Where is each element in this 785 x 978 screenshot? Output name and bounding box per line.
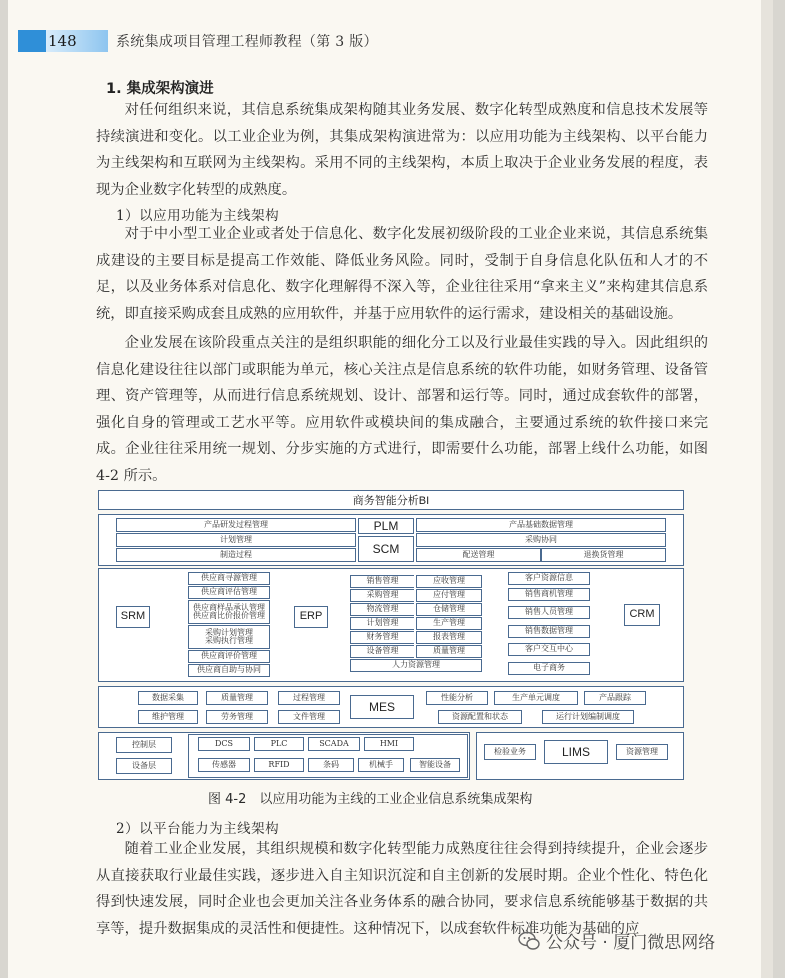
diagram-box: 数据采集 bbox=[138, 691, 198, 705]
diagram-box: 产品研发过程管理 bbox=[116, 518, 356, 532]
page-number: 148 bbox=[46, 30, 108, 52]
subsection-title-2: 2）以平台能力为主线架构 bbox=[116, 821, 280, 837]
architecture-diagram bbox=[96, 488, 686, 784]
erp-box: ERP bbox=[294, 606, 328, 628]
diagram-box: RFID bbox=[254, 758, 304, 772]
crm-box: CRM bbox=[624, 604, 660, 626]
book-page bbox=[8, 0, 773, 978]
bi-layer: 商务智能分析BI bbox=[98, 490, 684, 510]
section-title: 1. 集成架构演进 bbox=[106, 81, 214, 97]
diagram-box: 机械手 bbox=[358, 758, 404, 772]
diagram-box: 客户资源信息 bbox=[508, 572, 590, 585]
diagram-box: 计划管理 bbox=[350, 617, 414, 630]
diagram-box: 性能分析 bbox=[426, 691, 488, 705]
diagram-box: 产品跟踪 bbox=[584, 691, 646, 705]
running-header-title: 系统集成项目管理工程师教程（第 3 版） bbox=[116, 34, 378, 50]
diagram-box: 设备层 bbox=[116, 758, 172, 774]
diagram-box: 产品基础数据管理 bbox=[416, 518, 666, 532]
diagram-box: 供应商评价管理 bbox=[188, 650, 270, 663]
diagram-box: 计划管理 bbox=[116, 533, 356, 547]
diagram-box: 供应商评估管理 bbox=[188, 586, 270, 599]
diagram-box: 文件管理 bbox=[278, 710, 340, 724]
diagram-box: 过程管理 bbox=[278, 691, 340, 705]
diagram-box: 劳务管理 bbox=[206, 710, 268, 724]
intro-text bbox=[96, 97, 708, 203]
diagram-box: 电子商务 bbox=[508, 662, 590, 675]
watermark bbox=[518, 928, 715, 953]
diagram-box: 采购协同 bbox=[416, 533, 666, 547]
diagram-box: 客户交互中心 bbox=[508, 643, 590, 656]
diagram-box: HMI bbox=[364, 737, 414, 751]
wechat-icon bbox=[518, 931, 540, 951]
paragraph: 对任何组织来说，其信息系统集成架构随其业务发展、数字化转型成熟度和信息技术发展等持续演进和变化。以工业企业为例，其集成架构演进常为：以应用功能为主线架构、以平台能力为主线架构和互联网为主线架构。采用不同的主线架构，本质上取决于企业业务发展的程度，表现为企业数字化转型的成熟度。 bbox=[96, 102, 708, 198]
paragraph: 随着工业企业发展，其组织规模和数字化转型能力成熟度往往会得到持续提升，企业会逐步从直接获取行业最佳实践，逐步进入自主知识沉淀和自主创新的发展时期。企业个性化、特色化得到快速发展，同时企业也会更加关注各业务体系的融合协同，要求信息系统能够基于数据的共享等，提升数据集成的灵活性和便捷性。这种情况下，以成套软件标准功能为基础的应 bbox=[96, 841, 708, 937]
header-accent-bar bbox=[18, 30, 46, 52]
diagram-box: 维护管理 bbox=[138, 710, 198, 724]
diagram-box: 资源管理 bbox=[616, 744, 668, 760]
diagram-box: 设备管理 bbox=[350, 645, 414, 658]
diagram-box: 报表管理 bbox=[416, 631, 482, 644]
srm-box: SRM bbox=[116, 606, 150, 628]
plm-box: PLM bbox=[358, 518, 414, 534]
diagram-box: 检验业务 bbox=[484, 744, 536, 760]
lims-box: LIMS bbox=[544, 740, 608, 764]
diagram-box: 应收管理 bbox=[416, 575, 482, 588]
diagram-box: 条码 bbox=[308, 758, 354, 772]
diagram-box: DCS bbox=[198, 737, 250, 751]
diagram-box: 财务管理 bbox=[350, 631, 414, 644]
diagram-box: 控制层 bbox=[116, 737, 172, 753]
diagram-box: 智能设备 bbox=[410, 758, 460, 772]
diagram-box: 质量管理 bbox=[416, 645, 482, 658]
figure-caption: 图 4-2 以应用功能为主线的工业企业信息系统集成架构 bbox=[208, 792, 533, 807]
diagram-box: 供应商样品承认管理 供应商比价报价管理 bbox=[188, 600, 270, 624]
diagram-box: 生产管理 bbox=[416, 617, 482, 630]
diagram-box: 运行计划编制调度 bbox=[542, 710, 634, 724]
diagram-box: SCADA bbox=[308, 737, 360, 751]
paragraph: 企业发展在该阶段重点关注的是组织职能的细化分工以及行业最佳实践的导入。因此组织的信息化建设往往以部门或职能为单元，核心关注点是信息系统的软件功能，如财务管理、设备管理、资产管理等，从而进行信息系统规划、设计、部署和运行等。同时，通过成套软件的部署，强化自身的管理或工艺水平等。应用软件或模块间的集成融合，主要通过系统的软件接口来完成。企业往往采用统一规划、分步实施的方式进行，即需要什么功能，部署上线什么功能，如图 4-2 所示。 bbox=[96, 335, 708, 484]
diagram-box: 资源配置和状态 bbox=[438, 710, 522, 724]
diagram-box: 退换货管理 bbox=[541, 548, 666, 562]
mes-box: MES bbox=[350, 695, 414, 719]
diagram-box: 采购管理 bbox=[350, 589, 414, 602]
subsection-title-1: 1）以应用功能为主线架构 bbox=[116, 208, 280, 224]
diagram-box: 销售人员管理 bbox=[508, 606, 590, 619]
diagram-box: 销售数据管理 bbox=[508, 625, 590, 638]
diagram-box: PLC bbox=[254, 737, 304, 751]
diagram-box: 制造过程 bbox=[116, 548, 356, 562]
diagram-box: 仓储管理 bbox=[416, 603, 482, 616]
page-edge bbox=[761, 0, 773, 978]
diagram-box: 供应商寻源管理 bbox=[188, 572, 270, 585]
diagram-box: 物流管理 bbox=[350, 603, 414, 616]
diagram-box: 质量管理 bbox=[206, 691, 268, 705]
diagram-box: 人力资源管理 bbox=[350, 659, 482, 672]
subsection-2-text bbox=[96, 836, 708, 942]
watermark-text: 公众号 · 厦门微思网络 bbox=[546, 933, 716, 953]
diagram-box: 传感器 bbox=[198, 758, 250, 772]
subsection-1-text bbox=[96, 221, 708, 489]
diagram-box: 销售商机管理 bbox=[508, 588, 590, 601]
paragraph: 对于中小型工业企业或者处于信息化、数字化发展初级阶段的工业企业来说，其信息系统集成建设的主要目标是提高工作效能、降低业务风险。同时，受制于自身信息化队伍和人才的不足，以及业务体系对信息化、数字化理解得不深入等，企业往往采用“拿来主义”来构建其信息系统，即直接采购成套且成熟的应用软件，并基于应用软件的运行需求，建设相关的基础设施。 bbox=[96, 226, 708, 322]
scm-box: SCM bbox=[358, 536, 414, 562]
diagram-box: 配送管理 bbox=[416, 548, 541, 562]
diagram-box: 应付管理 bbox=[416, 589, 482, 602]
diagram-box: 供应商自助与协同 bbox=[188, 664, 270, 677]
diagram-box: 采购计划管理 采购执行管理 bbox=[188, 625, 270, 649]
diagram-box: 销售管理 bbox=[350, 575, 414, 588]
diagram-box: 生产单元调度 bbox=[494, 691, 578, 705]
